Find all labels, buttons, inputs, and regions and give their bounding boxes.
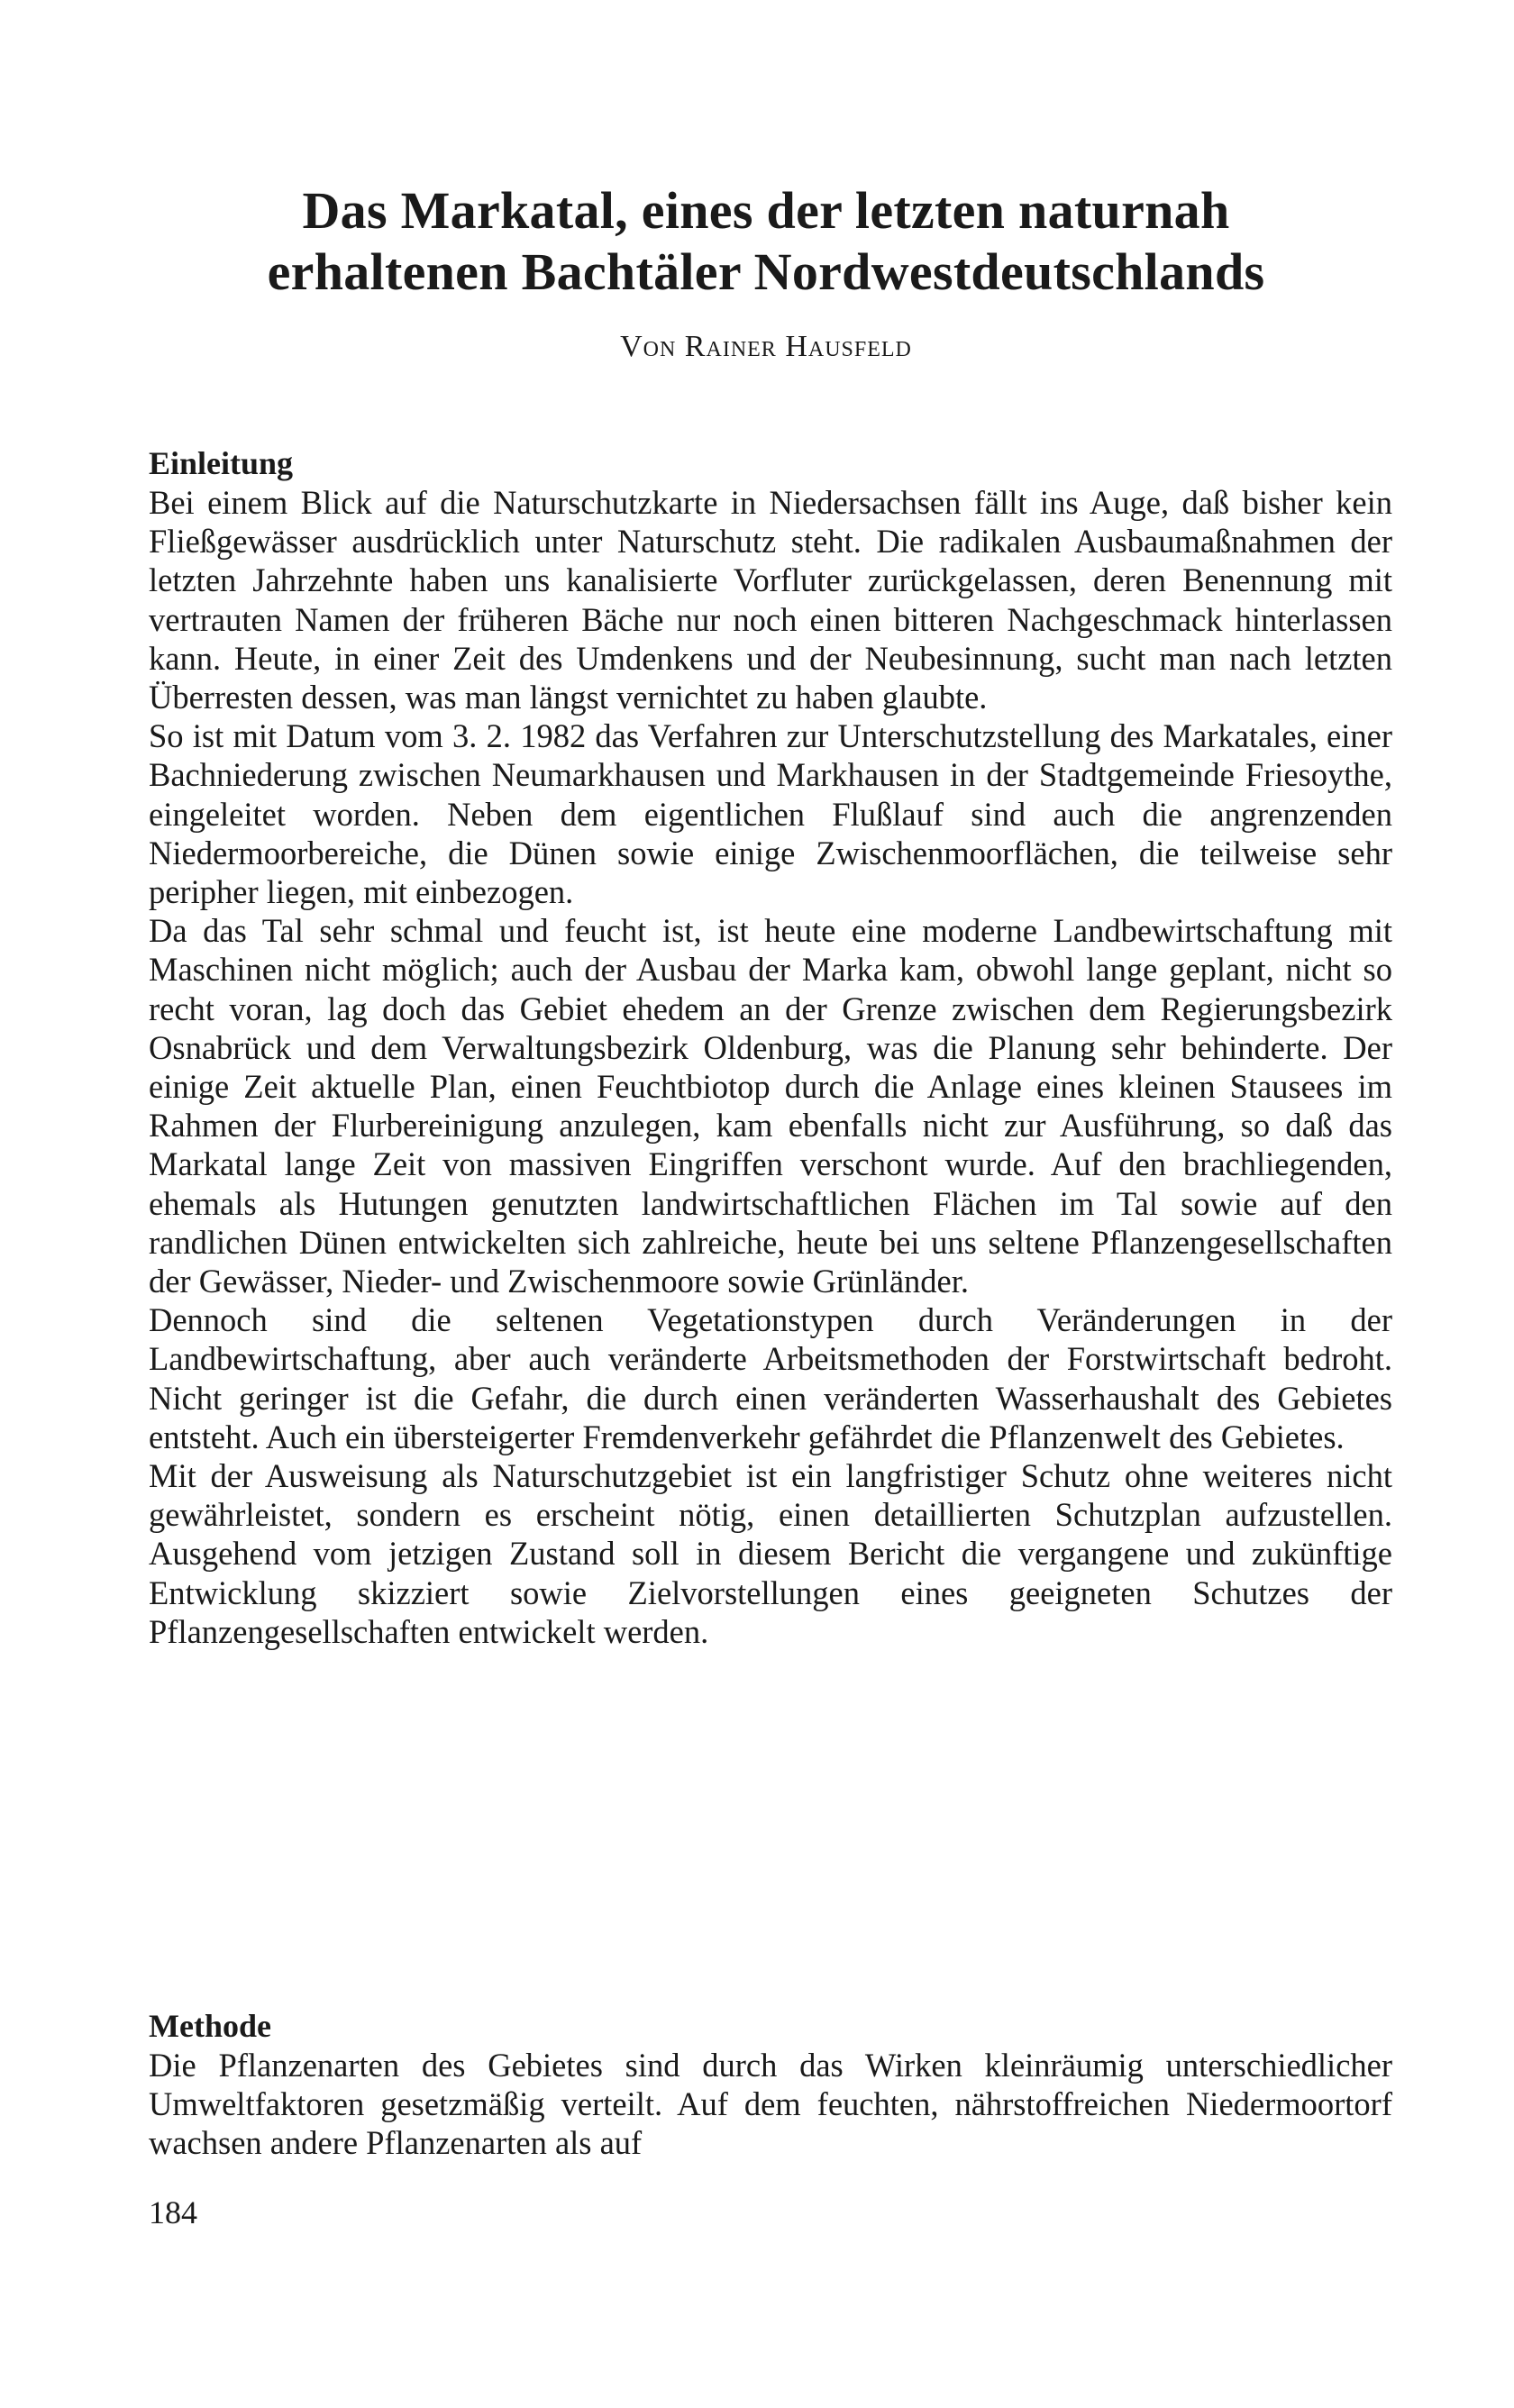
page-number: 184 — [149, 2194, 197, 2230]
section-heading-introduction: Einleitung — [149, 445, 294, 481]
author-byline: Von Rainer Hausfeld — [620, 330, 912, 363]
paragraph-intro-1: Bei einem Blick auf die Naturschutzkarte in Niedersachsen fällt ins Auge, daß bisher kein Fließgewässer ausdrücklich unter Naturschutz steht. Die radikalen Ausbaumaßnahmen der letzten Jahrzehnte haben uns kanalisierte Vorfluter zurückgelassen, deren Benennung mit vertrauten Namen der früheren Bäche nur noch einen bitteren Nachgeschmack hinterlassen kann. Heute, in einer Zeit des Umdenkens und der Neubesinnung, sucht man nach letzten Überresten dessen, was man längst vernichtet zu haben glaubte. — [149, 484, 1392, 716]
section-introduction — [149, 443, 1392, 1651]
paragraph-intro-2: So ist mit Datum vom 3. 2. 1982 das Verfahren zur Unterschutzstellung des Markatales, einer Bachniederung zwischen Neumarkhausen und Markhausen in der Stadtgemeinde Friesoythe, eingeleitet worden. Neben dem eigentlichen Flußlauf sind auch die angrenzenden Niedermoorbereiche, die Dünen sowie einige Zwischenmoorflächen, die teilweise sehr peripher liegen, mit einbezogen. — [149, 717, 1392, 911]
article-title-line-2: erhaltenen Bachtäler Nordwestdeutschlands — [267, 242, 1265, 301]
section-heading-method: Methode — [149, 2008, 271, 2044]
section-method — [149, 2006, 1392, 2163]
paragraph-intro-4: Dennoch sind die seltenen Vegetationstypen durch Veränderungen in der Landbewirtschaftung, aber auch veränderte Arbeitsmethoden der Forstwirtschaft bedroht. Nicht geringer ist die Gefahr, die durch einen veränderten Wasserhaushalt des Gebietes entsteht. Auch ein übersteigerter Fremdenverkehr gefährdet die Pflanzenwelt des Gebietes. — [149, 1301, 1392, 1455]
article-title-line-1: Das Markatal, eines der letzten naturnah — [302, 181, 1230, 240]
paragraph-intro-5: Mit der Ausweisung als Naturschutzgebiet ist ein langfristiger Schutz ohne weiteres nicht gewährleistet, sondern es erscheint nötig, einen detaillierten Schutzplan aufzustellen. Ausgehend vom jetzigen Zustand soll in diesem Bericht die vergangene und zukünftige Entwicklung skizziert sowie Zielvorstellungen eines geeigneten Schutzes der Pflanzengesellschaften entwickelt werden. — [149, 1457, 1392, 1650]
paragraph-method-1: Die Pflanzenarten des Gebietes sind durch das Wirken kleinräumig unterschiedlicher Umweltfaktoren gesetzmäßig verteilt. Auf dem feuchten, nährstoffreichen Niedermoortorf wachsen andere Pflanzenarten als auf — [149, 2047, 1392, 2162]
paragraph-intro-3: Da das Tal sehr schmal und feucht ist, ist heute eine moderne Landbewirtschaftung mit Maschinen nicht möglich; auch der Ausbau der Marka kam, obwohl lange geplant, nicht so recht voran, lag doch das Gebiet ehedem an der Grenze zwischen dem Regierungsbezirk Osnabrück und dem Verwaltungsbezirk Oldenburg, was die Planung sehr behinderte. Der einige Zeit aktuelle Plan, einen Feuchtbiotop durch die Anlage eines kleinen Stausees im Rahmen der Flurbereinigung anzulegen, kam ebenfalls nicht zur Ausführung, so daß das Markatal lange Zeit von massiven Eingriffen verschont wurde. Auf den brachliegenden, ehemals als Hutungen genutzten landwirtschaftlichen Flächen im Tal sowie auf den randlichen Dünen entwickelten sich zahlreiche, heute bei uns seltene Pflanzengesellschaften der Gewässer, Nieder- und Zwischenmoore sowie Grünländer. — [149, 912, 1392, 1300]
